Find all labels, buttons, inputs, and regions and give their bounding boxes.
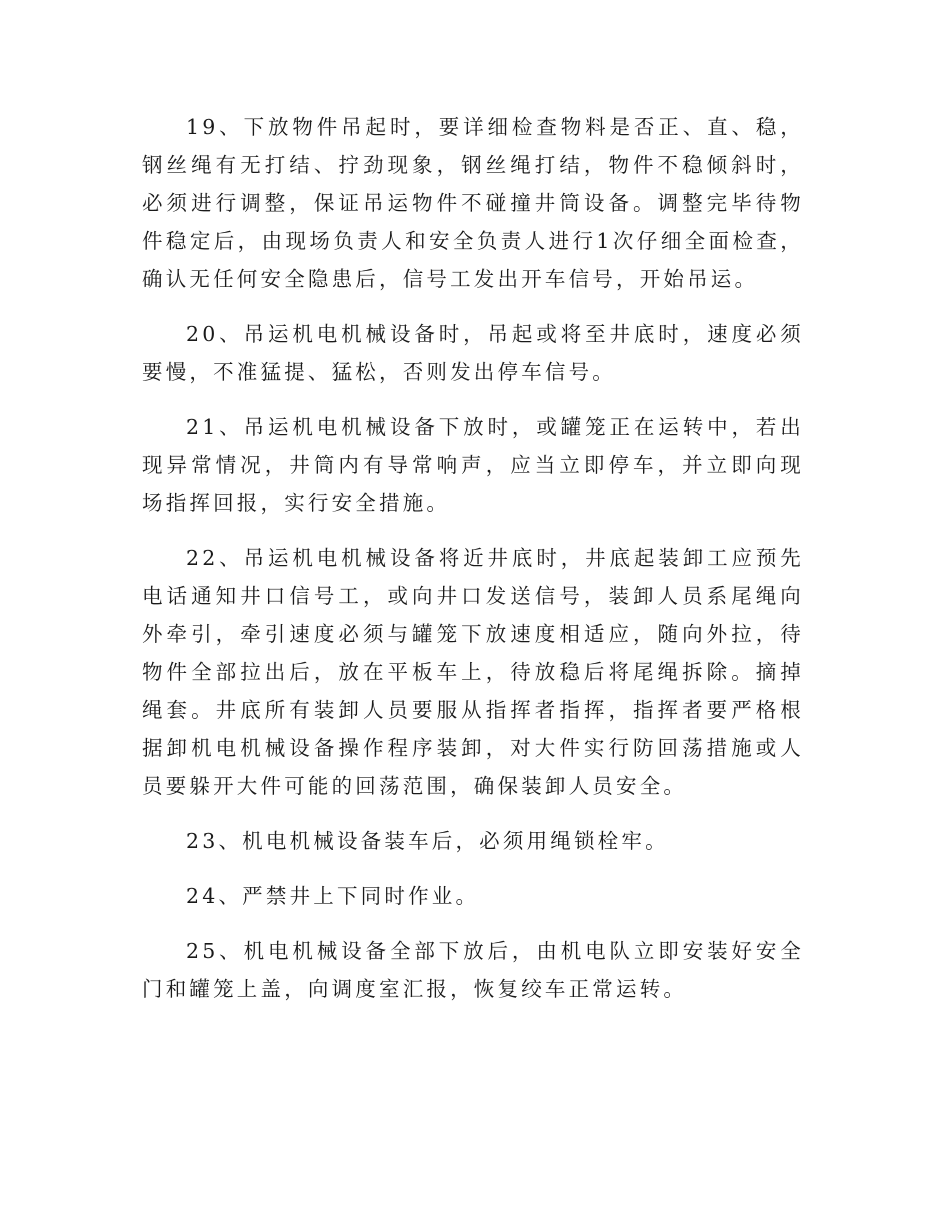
paragraph-19: 19、下放物件吊起时，要详细检查物料是否正、直、稳，钢丝绳有无打结、拧劲现象，钢丝绳打结，物件不稳倾斜时，必须进行调整，保证吊运物件不碰撞井筒设备。调整完毕待物件稳定后，由现场负责人和安全负责人进行1次仔细全面检查，确认无任何安全隐患后，信号工发出开车信号，开始吊运。 xyxy=(142,115,804,291)
paragraph-21: 21、吊运机电机械设备下放时，或罐笼正在运转中，若出现异常情况，井筒内有导常响声，应当立即停车，并立即向现场指挥回报，实行安全措施。 xyxy=(142,415,804,515)
paragraph-24: 24、严禁井上下同时作业。 xyxy=(186,884,480,908)
paragraph-22: 22、吊运机电机械设备将近井底时，井底起装卸工应预先电话通知井口信号工，或向井口发送信号，装卸人员系尾绳向外牵引，牵引速度必须与罐笼下放速度相适应，随向外拉，待物件全部拉出后，放在平板车上，待放稳后将尾绳拆除。摘掉绳套。井底所有装卸人员要服从指挥者指挥，指挥者要严格根据卸机电机械设备操作程序装卸，对大件实行防回荡措施或人员要躲开大件可能的回荡范围，确保装卸人员安全。 xyxy=(142,546,804,798)
paragraph-25: 25、机电机械设备全部下放后，由机电队立即安装好安全门和罐笼上盖，向调度室汇报，恢复绞车正常运转。 xyxy=(142,939,804,1001)
document-body xyxy=(142,108,804,1025)
paragraph-20: 20、吊运机电机械设备时，吊起或将至井底时，速度必须要慢，不准猛提、猛松，否则发出停车信号。 xyxy=(142,322,804,384)
paragraph-23: 23、机电机械设备装车后，必须用绳锁栓牢。 xyxy=(186,829,669,853)
